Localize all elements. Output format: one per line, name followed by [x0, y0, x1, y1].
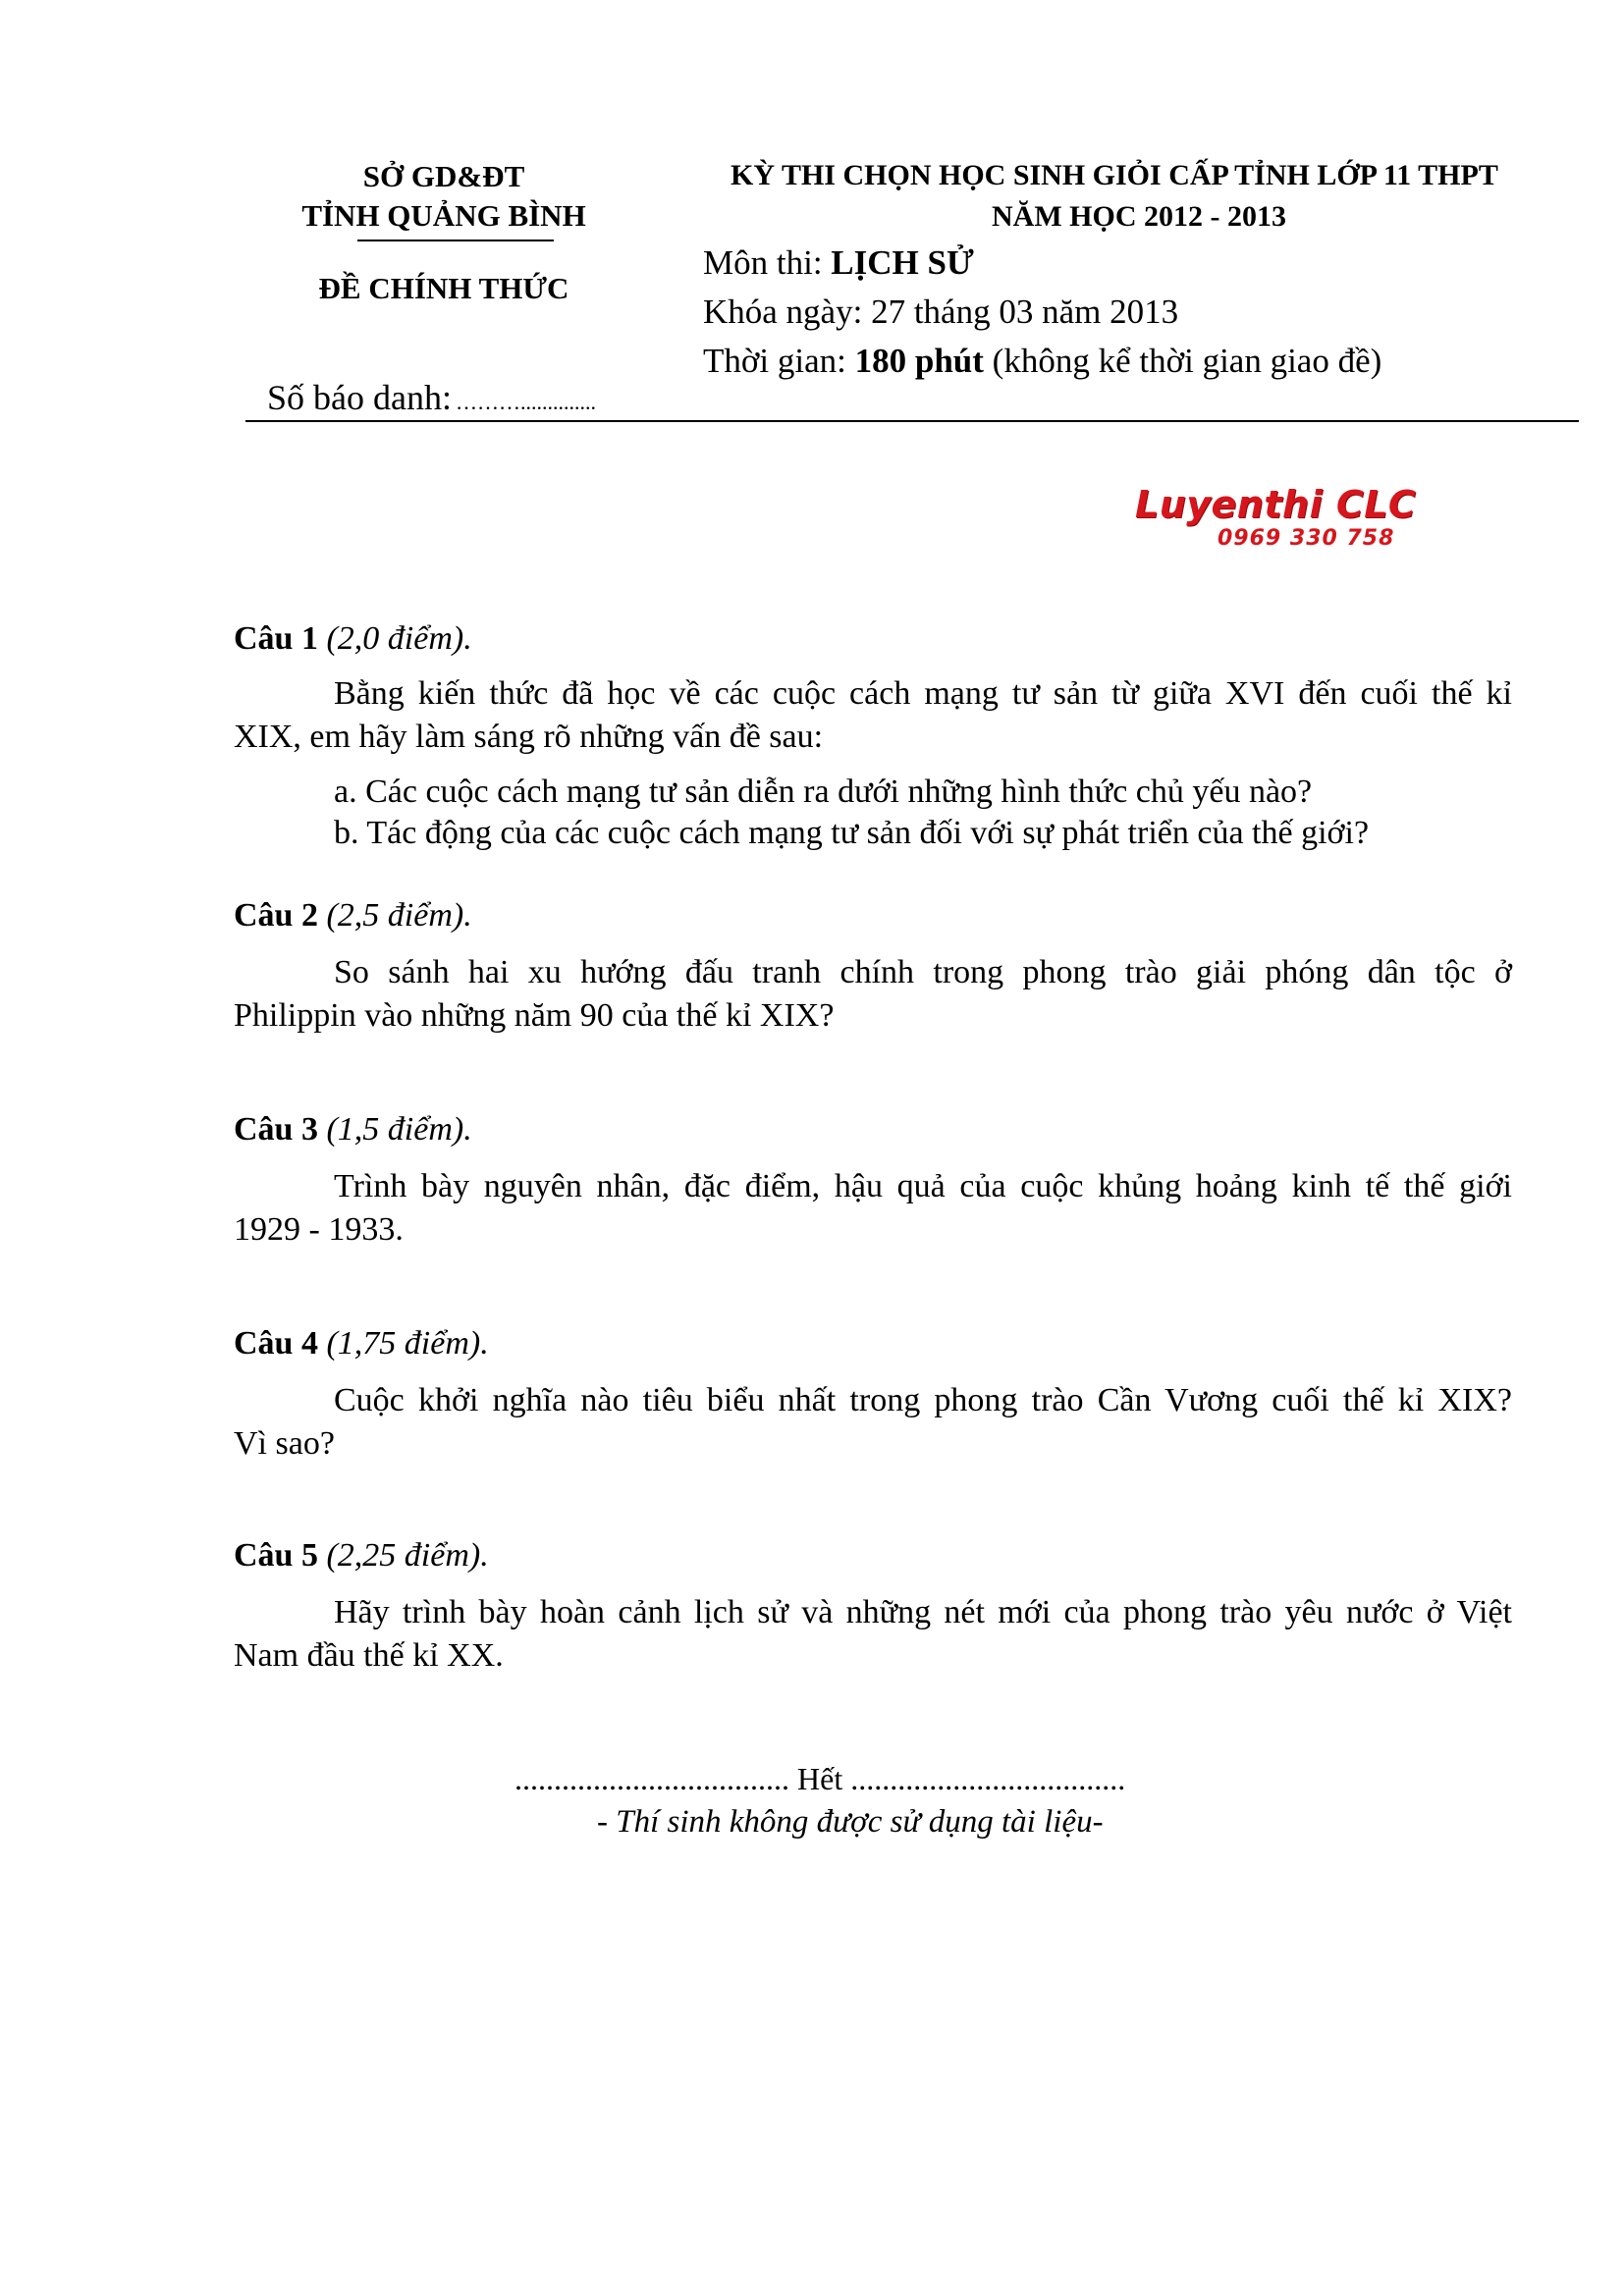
question-points: (2,0 điểm). — [326, 620, 472, 657]
duration-label: Thời gian: — [703, 342, 846, 380]
question-number: Câu 4 — [234, 1325, 318, 1362]
province-name: TỈNH QUẢNG BÌNH — [301, 198, 586, 233]
question-4-text-line-2: Vì sao? — [234, 1425, 335, 1462]
question-2-text-line-1: So sánh hai xu hướng đấu tranh chính trong phong trào giải phóng dân tộc ở — [334, 954, 1512, 990]
question-1-heading — [234, 620, 472, 658]
department-name: SỞ GD&ĐT — [362, 159, 525, 193]
question-1-sub-a: a. Các cuộc cách mạng tư sản diễn ra dưới những hình thức chủ yếu nào? — [334, 774, 1313, 810]
question-points: (1,5 điểm). — [326, 1111, 472, 1148]
subject-label: Môn thi: — [703, 243, 823, 282]
candidate-number-field — [267, 377, 596, 418]
question-number: Câu 2 — [234, 897, 318, 934]
question-points: (2,25 điểm). — [326, 1537, 489, 1574]
question-4-text-line-1: Cuộc khởi nghĩa nào tiêu biểu nhất trong phong trào Cần Vương cuối thế kỉ XIX? — [334, 1382, 1512, 1418]
end-of-exam-line: ................................... Hết ................................... — [514, 1761, 1126, 1796]
question-points: (1,75 điểm). — [326, 1325, 489, 1362]
watermark-logo-brand: Luyenthi CLC — [1135, 483, 1417, 526]
question-3-heading — [234, 1111, 472, 1148]
exam-title: KỲ THI CHỌN HỌC SINH GIỎI CẤP TỈNH LỚP 11 THPT — [731, 159, 1498, 191]
province-underline — [357, 240, 554, 241]
question-1-text-line-2: XIX, em hãy làm sáng rõ những vấn đề sau: — [234, 719, 824, 755]
question-number: Câu 1 — [234, 620, 318, 657]
subject-line — [703, 243, 974, 283]
question-1-sub-b: b. Tác động của các cuộc cách mạng tư sản đối với sự phát triển của thế giới? — [334, 815, 1370, 851]
duration-note: (không kể thời gian giao đề) — [992, 342, 1382, 380]
header-divider — [245, 420, 1579, 422]
watermark-logo-phone: 0969 330 758 — [1218, 526, 1395, 551]
question-2-text-line-2: Philippin vào những năm 90 của thế kỉ XIX? — [234, 997, 835, 1034]
school-year: NĂM HỌC 2012 - 2013 — [992, 200, 1286, 233]
question-5-heading — [234, 1537, 489, 1575]
candidate-number-label: Số báo danh: — [267, 378, 452, 417]
question-3-text-line-1: Trình bày nguyên nhân, đặc điểm, hậu quả của cuộc khủng hoảng kinh tế thế giới — [334, 1168, 1512, 1204]
duration-value: 180 phút — [854, 342, 984, 380]
question-number: Câu 5 — [234, 1537, 318, 1574]
question-1-text-line-1: Bằng kiến thức đã học về các cuộc cách mạng tư sản từ giữa XVI đến cuối thế kỉ — [334, 675, 1512, 712]
question-points: (2,5 điểm). — [326, 897, 472, 934]
official-exam-label: ĐỀ CHÍNH THỨC — [318, 271, 569, 305]
subject-value: LỊCH SỬ — [831, 243, 974, 282]
duration-line — [703, 342, 1381, 381]
question-3-text-line-2: 1929 - 1933. — [234, 1211, 404, 1248]
question-5-text-line-2: Nam đầu thế kỉ XX. — [234, 1637, 504, 1674]
exam-date: Khóa ngày: 27 tháng 03 năm 2013 — [703, 293, 1179, 331]
candidate-number-dots: ……….............. — [455, 390, 596, 414]
no-materials-note: - Thí sinh không được sử dụng tài liệu- — [597, 1804, 1104, 1840]
question-5-text-line-1: Hãy trình bày hoàn cảnh lịch sử và những nét mới của phong trào yêu nước ở Việt — [334, 1594, 1512, 1630]
question-4-heading — [234, 1325, 489, 1362]
question-2-heading — [234, 897, 472, 934]
question-number: Câu 3 — [234, 1111, 318, 1148]
